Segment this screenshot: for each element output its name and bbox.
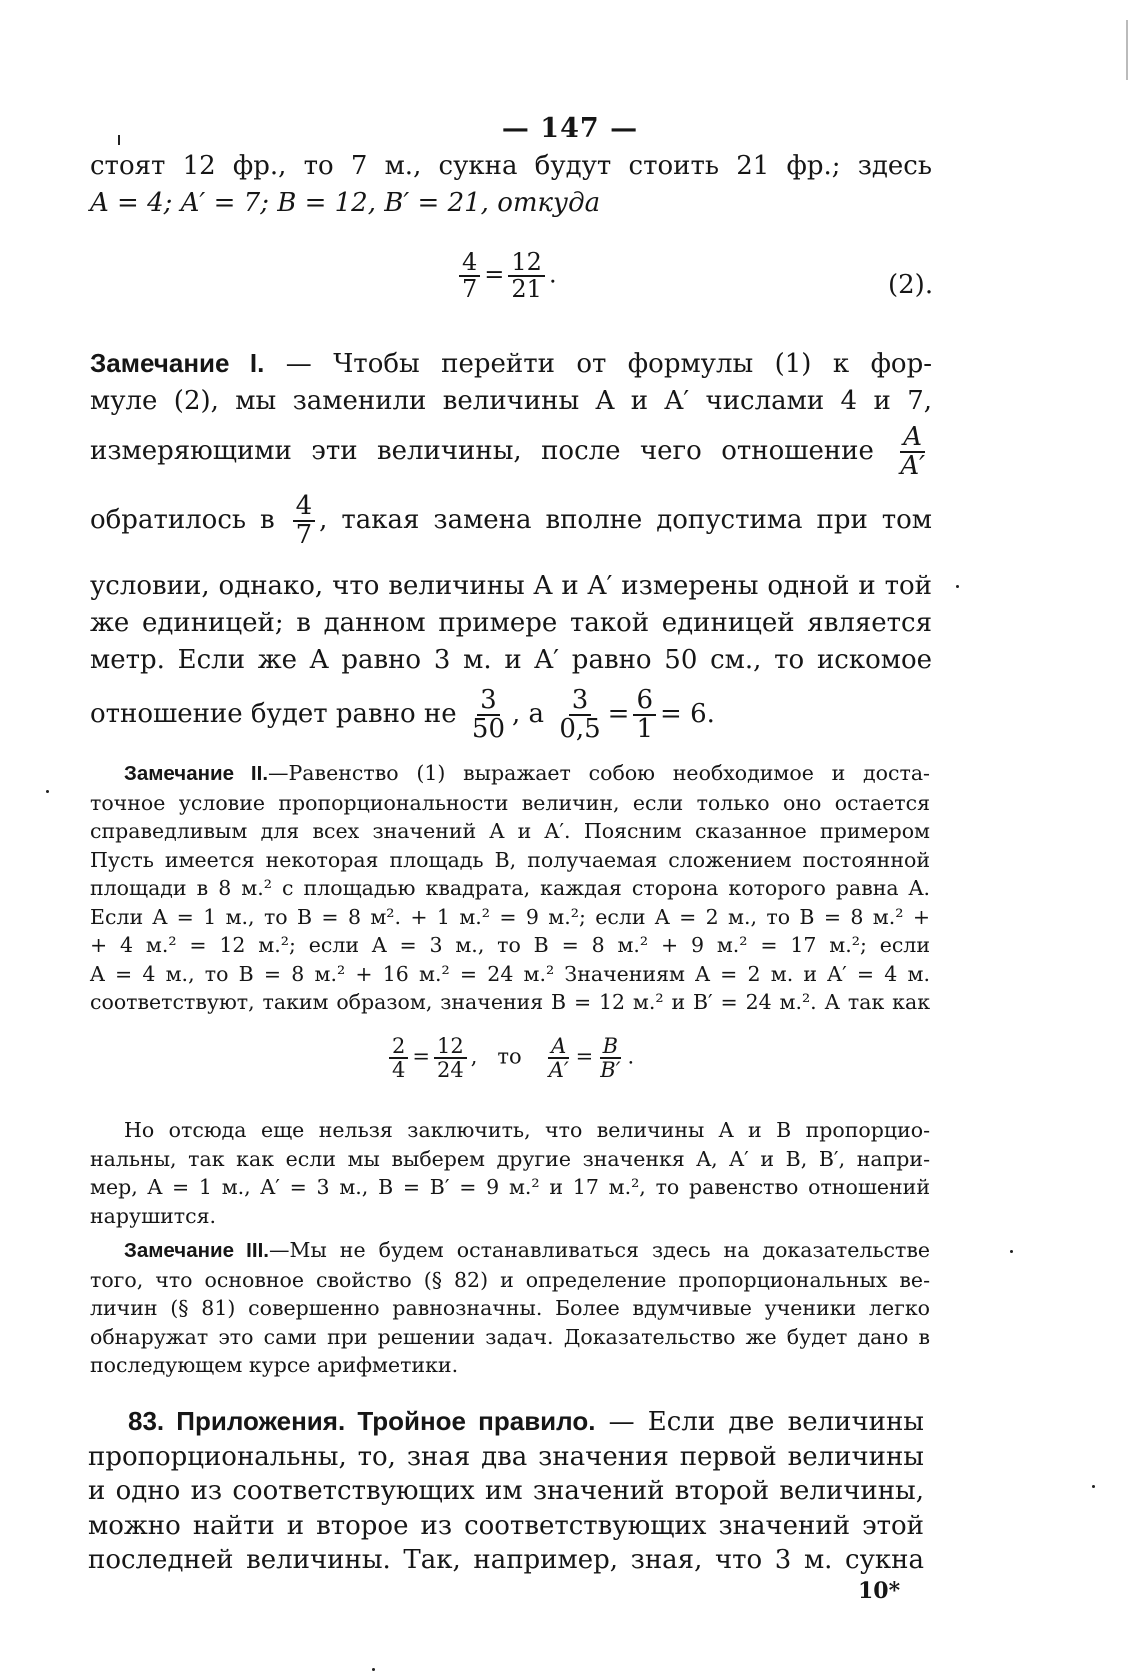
text-line: стоят 12 фр., то 7 м., сукна будут стоить 21 фр.; здесь — [90, 151, 932, 181]
fraction-denominator: 7 — [295, 520, 313, 550]
text-line: точное условие пропорциональности величин, если только оно остается — [90, 790, 930, 815]
text-run: измеряющими эти величины, после чего отношение — [90, 436, 874, 466]
scan-speck — [372, 1668, 375, 1671]
text-line: Пусть имеется некоторая площадь B, получаемая сложением постоянной — [90, 847, 930, 872]
fraction-denominator: 0,5 — [559, 714, 601, 744]
scan-speck — [1010, 1250, 1013, 1253]
fraction-denominator: 24 — [436, 1058, 464, 1083]
fraction-denominator: 50 — [471, 714, 505, 744]
text-line: Если A = 1 м., то B = 8 м². + 1 м.² = 9 м.²; если A = 2 м., то B = 8 м.² + — [90, 904, 930, 929]
text-line: муле (2), мы заменили величины A и A′ числами 4 и 7, — [90, 386, 932, 416]
text-run: — Если две величины — [608, 1407, 924, 1437]
text-line: метр. Если же A равно 3 м. и A′ равно 50 см., то искомое — [90, 645, 932, 675]
text-line: обнаружат это сами при решении задач. Доказательство же будет дано в — [90, 1324, 930, 1349]
fraction-numerator: 2 — [389, 1035, 408, 1059]
text-line: обратилось в $\frac{4}{7}$ , такая замена вполне допустима при том — [90, 490, 933, 550]
equation-2: $\frac{4}{7}$ = $\frac{12}{21}$ . — [455, 250, 557, 302]
text-line: соответствуют, таким образом, значения B = 12 м.² и B′ = 24 м.². А так как — [90, 990, 931, 1014]
text-run: такая замена вполне допустима при том — [341, 505, 933, 535]
text-line: Но отсюда еще нельзя заключить, что величины A и B пропорцио- — [124, 1118, 930, 1142]
text-run: а — [528, 699, 545, 729]
fraction-numerator: 12 — [434, 1035, 467, 1059]
text-run: отношение будет равно не — [90, 699, 457, 729]
equation-number: (2). — [888, 270, 934, 300]
text-line: нальны, так как если мы выберем другие значенкя A, A′ и B, B′, напри- — [90, 1146, 930, 1171]
text-run: —Мы не будем останавливаться здесь на доказательстве — [268, 1238, 931, 1262]
fraction-denominator: 1 — [636, 714, 654, 744]
text-line — [90, 759, 930, 789]
remark-heading: Замечание II. — [124, 762, 269, 785]
remark-3 — [90, 1236, 930, 1380]
text-line: и одно из соответствующих им значений второй величины, — [88, 1476, 924, 1506]
remark-heading: Замечание III. — [124, 1239, 269, 1262]
fraction-numerator: 12 — [508, 250, 545, 277]
text-line: площади в 8 м.² с площадью квадрата, каждая сторона которого равна A. — [90, 876, 930, 900]
text-line: пропорциональны, то, зная два значения первой величины — [88, 1441, 924, 1472]
scan-speck — [46, 790, 49, 793]
section-heading: 83. Приложения. Тройное правило. — [128, 1406, 596, 1436]
text-line: + 4 м.² = 12 м.²; если A = 3 м., то B = 8 м.² + 9 м.² = 17 м.²; если — [90, 933, 930, 957]
section-83 — [88, 1404, 924, 1578]
remark-1 — [90, 345, 932, 749]
fraction-denominator: 21 — [511, 275, 542, 304]
text-line: того, что основное свойство (§ 82) и определение пропорциональных ве- — [90, 1267, 930, 1292]
remark-2-continued — [90, 1116, 930, 1230]
text-line: же единицей; в данном примере такой единицей является — [90, 608, 932, 638]
equation-word: то — [497, 1044, 522, 1069]
scan-speck — [956, 585, 959, 588]
fraction-numerator: 4 — [459, 250, 480, 277]
fraction-numerator: 6 — [633, 687, 656, 716]
text-run: = 6. — [660, 699, 715, 729]
text-line: A = 4 м., то B = 8 м.² + 16 м.² = 24 м.² Значениям A = 2 м. и A′ = 4 м. — [90, 961, 930, 986]
scan-speck — [1092, 1485, 1095, 1488]
fraction-denominator: B′ — [600, 1058, 621, 1083]
remark-2 — [90, 759, 930, 1017]
top-paragraph — [90, 148, 932, 222]
fraction-denominator: A′ — [900, 451, 925, 481]
text-line: последней величины. Так, например, зная, что 3 м. сукна — [88, 1545, 924, 1575]
text-line: справедливым для всех значений A и A′. Поясним сказанное примером — [90, 819, 930, 843]
text-run: —Равенство (1) выражает собою необходимое и доста- — [268, 761, 930, 785]
text-line — [90, 420, 932, 482]
fraction-numerator: 3 — [477, 687, 500, 716]
fraction-numerator: 3 — [569, 687, 592, 716]
text-line: отношение будет равно не $\frac{3}{50}$ , а $\frac{3}{0,5}$ = $\frac{6}{1}$ = 6. — [90, 684, 715, 744]
fraction-denominator: 4 — [392, 1058, 406, 1083]
scan-speck — [118, 135, 120, 145]
remark-heading: Замечание I. — [90, 348, 265, 378]
text-run: обратилось в — [90, 505, 275, 535]
text-line: личин (§ 81) совершенно равнозначны. Более вдумчивые ученики легко — [90, 1296, 930, 1320]
signature-mark: 10* — [858, 1578, 901, 1604]
text-line: последующем курсе арифметики. — [90, 1353, 459, 1377]
text-line — [90, 1236, 930, 1266]
fraction-numerator: B — [600, 1035, 621, 1059]
text-line — [88, 1404, 924, 1440]
text-line: A = 4; A′ = 7; B = 12, B′ = 21, откуда — [90, 188, 601, 218]
fraction-numerator: 4 — [293, 493, 316, 522]
text-line: условии, однако, что величины A и A′ измерены одной и той — [90, 571, 932, 601]
fraction-numerator: A — [900, 424, 925, 453]
text-line: нарушится. — [90, 1203, 217, 1228]
fraction-denominator: A′ — [548, 1058, 569, 1083]
equation-remark-2: $\frac{2}{4}$ = $\frac{12}{24}$ , то $\frac{A}{A'}$ = $\frac{B}{B'}$ . — [385, 1035, 634, 1081]
text-line: можно найти и второе из соответствующих значений этой — [88, 1510, 924, 1541]
text-run: — Чтобы перейти от формулы (1) к фор- — [285, 349, 932, 379]
text-line: мер, A = 1 м., A′ = 3 м., B = B′ = 9 м.² и 17 м.², то равенство отношений — [90, 1175, 930, 1199]
scan-edge — [1126, 20, 1128, 80]
fraction-denominator: 7 — [462, 275, 478, 304]
fraction-numerator: A — [548, 1035, 569, 1059]
page-number: — 147 — — [501, 113, 639, 144]
text-line — [90, 345, 932, 383]
